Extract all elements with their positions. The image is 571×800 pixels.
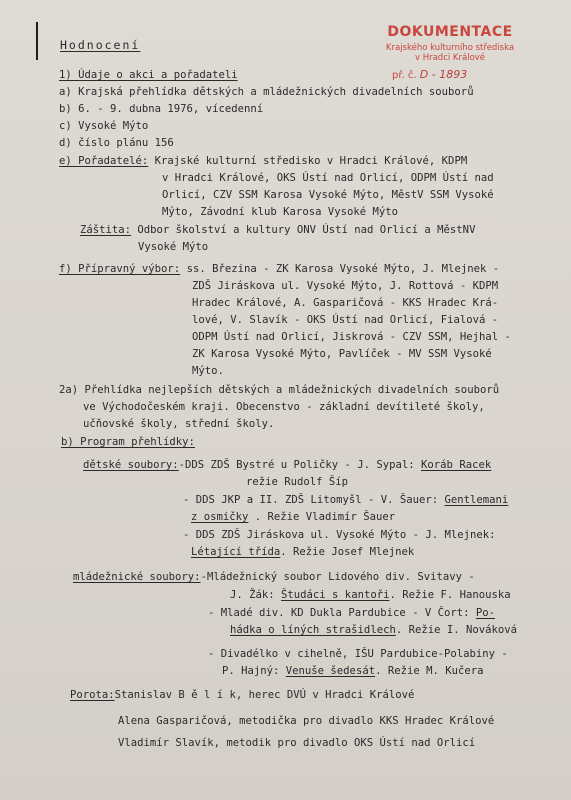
patronage-line-2: Vysoké Mýto [138, 241, 209, 253]
documentation-stamp [370, 24, 530, 81]
section-1-title: 1) Údaje o akci a pořadateli [59, 69, 238, 81]
play-title-pohadka-part-2: hádka o líných strašidlech [230, 624, 396, 636]
item-e [59, 154, 467, 168]
youth-ensemble-2-director [230, 623, 517, 637]
children-ensemble-2 [183, 493, 508, 507]
committee-line-4: lové, V. Slavík - OKS Ústí nad Orlicí, Fialová - [192, 314, 499, 326]
section-2b [61, 435, 195, 449]
youth-ensemble-3-play [222, 664, 484, 678]
committee-line-2: ZDŠ Jiráskova ul. Vysoké Mýto, J. Rottová - KDPM [192, 280, 499, 292]
children-ensemble-1-director: režie Rudolf Šíp [246, 476, 349, 488]
committee-line-5: ODPM Ústí nad Orlicí, Jiskrová - CZV SSM, Hejhal - [192, 331, 511, 343]
youth-ensemble-1: -Mládežnický soubor Lidového div. Svitavy - [200, 571, 475, 583]
item-b: b) 6. - 9. dubna 1976, vícedenní [59, 103, 264, 115]
committee-line-3: Hradec Králové, A. Gasparičová - KKS Hradec Krá- [192, 297, 499, 309]
section-1 [59, 68, 238, 82]
play-title-letajici-trida: Létající třída [191, 546, 281, 558]
item-a: a) Krajská přehlídka dětských a mládežnických divadelních souborů [59, 86, 474, 98]
jury-member-3: Vladimír Slavík, metodik pro divadlo OKS Ústí nad Orlicí [118, 737, 476, 749]
children-ensemble-3-director [191, 545, 414, 559]
section-2a-line-2: ve Východočeském kraji. Obecenstvo - základní devítileté školy, [83, 401, 485, 413]
jury-member-1: Stanislav B ě l í k, herec DVÚ v Hradci Králové [114, 689, 415, 701]
organizers-line-3: Orlicí, CZV SSM Karosa Vysoké Mýto, MěstV SSM Vysoké [162, 189, 494, 201]
stamp-ref-prefix: př. č. [392, 70, 417, 81]
program-heading: b) Program přehlídky: [61, 436, 195, 448]
committee-line-7: Mýto. [192, 365, 224, 377]
children-ensemble-2-director [191, 510, 395, 524]
organizers-line-2: v Hradci Králové, OKS Ústí nad Orlicí, ODPM Ústí nad [162, 172, 494, 184]
margin-mark [36, 22, 38, 60]
organizers-line-4: Mýto, Závodní klub Karosa Vysoké Mýto [162, 206, 398, 218]
patronage-label: Záštita: [80, 224, 132, 236]
youth-ensemble-2 [208, 606, 495, 620]
item-f [59, 262, 499, 276]
patronage-line-1: Odbor školství a kultury ONV Ústí nad Orlicí a MěstNV [131, 224, 476, 236]
children-ensemble-2-text: - DDS JKP a II. ZDŠ Litomyšl - V. Šauer: [183, 494, 445, 506]
youth-ensemble-2-director-text: . Režie I. Nováková [395, 624, 518, 636]
patronage [80, 223, 475, 237]
play-title-gentlemani: Gentlemani [444, 494, 509, 506]
youth-ensembles-label: mládežnické soubory: [73, 571, 201, 583]
play-title-z-osmicky: z osmičky [191, 511, 249, 523]
children-ensemble-3: - DDS ZDŠ Jiráskova ul. Vysoké Mýto - J. Mlejnek: [183, 529, 496, 541]
item-d: d) číslo plánu 156 [59, 137, 174, 149]
youth-ensemble-1-director: . Režie F. Hanouska [389, 589, 511, 601]
children-ensemble-1: -DDS ZDŠ Bystré u Poličky - J. Sypal: [178, 459, 422, 471]
play-title-pohadka-part-1: Po- [475, 607, 496, 619]
youth-ensemble-3-author: P. Hajný: [222, 665, 286, 677]
youth-ensemble-3-director: . Režie M. Kučera [375, 665, 484, 677]
page-title: Hodnocení [60, 38, 141, 52]
stamp-reference [370, 68, 530, 81]
play-title-studaci: Študáci s kantoři [281, 589, 390, 601]
stamp-title: DOKUMENTACE [387, 24, 513, 40]
children-ensembles-label: dětské soubory: [83, 459, 179, 471]
play-title-korab-racek: Koráb Racek [421, 459, 492, 471]
organizers-line-1: Krajské kulturní středisko v Hradci Králové, KDPM [148, 155, 468, 167]
youth-ensemble-3: - Divadélko v cihelně, IŠU Pardubice-Polabiny - [208, 648, 508, 660]
play-title-venuse: Venuše šedesát [285, 665, 376, 677]
children-ensemble-3-director-text: . Režie Josef Mlejnek [280, 546, 415, 558]
organizers-label: e) Pořadatelé: [59, 155, 149, 167]
children-ensemble-2-director-text: . Režie Vladimír Šauer [248, 511, 396, 523]
jury-line-1 [70, 688, 414, 702]
section-2a-line-3: učňovské školy, střední školy. [83, 418, 275, 430]
youth-ensemble-2-text: - Mladé div. KD Dukla Pardubice - V Čort: [208, 607, 476, 619]
stamp-ref-number: D - 1893 [419, 68, 468, 81]
jury-label: Porota: [70, 689, 115, 701]
stamp-line-2: v Hradci Králové [414, 53, 486, 63]
youth-ensemble-1-author: J. Žák: [230, 589, 282, 601]
section-2a-line-1: 2a) Přehlídka nejlepších dětských a mládežnických divadelních souborů [59, 384, 500, 396]
children-ensembles-line-1 [83, 458, 491, 472]
committee-line-1: ss. Březina - ZK Karosa Vysoké Mýto, J. Mlejnek - [180, 263, 500, 275]
youth-ensemble-1-play [230, 588, 511, 602]
youth-ensembles-line-1 [73, 570, 475, 584]
item-c: c) Vysoké Mýto [59, 120, 149, 132]
committee-label: f) Přípravný výbor: [59, 263, 181, 275]
jury-member-2: Alena Gasparičová, metodička pro divadlo KKS Hradec Králové [118, 715, 495, 727]
stamp-line-1: Krajského kulturního střediska [385, 43, 515, 53]
committee-line-6: ZK Karosa Vysoké Mýto, Pavlíček - MV SSM Vysoké [192, 348, 492, 360]
